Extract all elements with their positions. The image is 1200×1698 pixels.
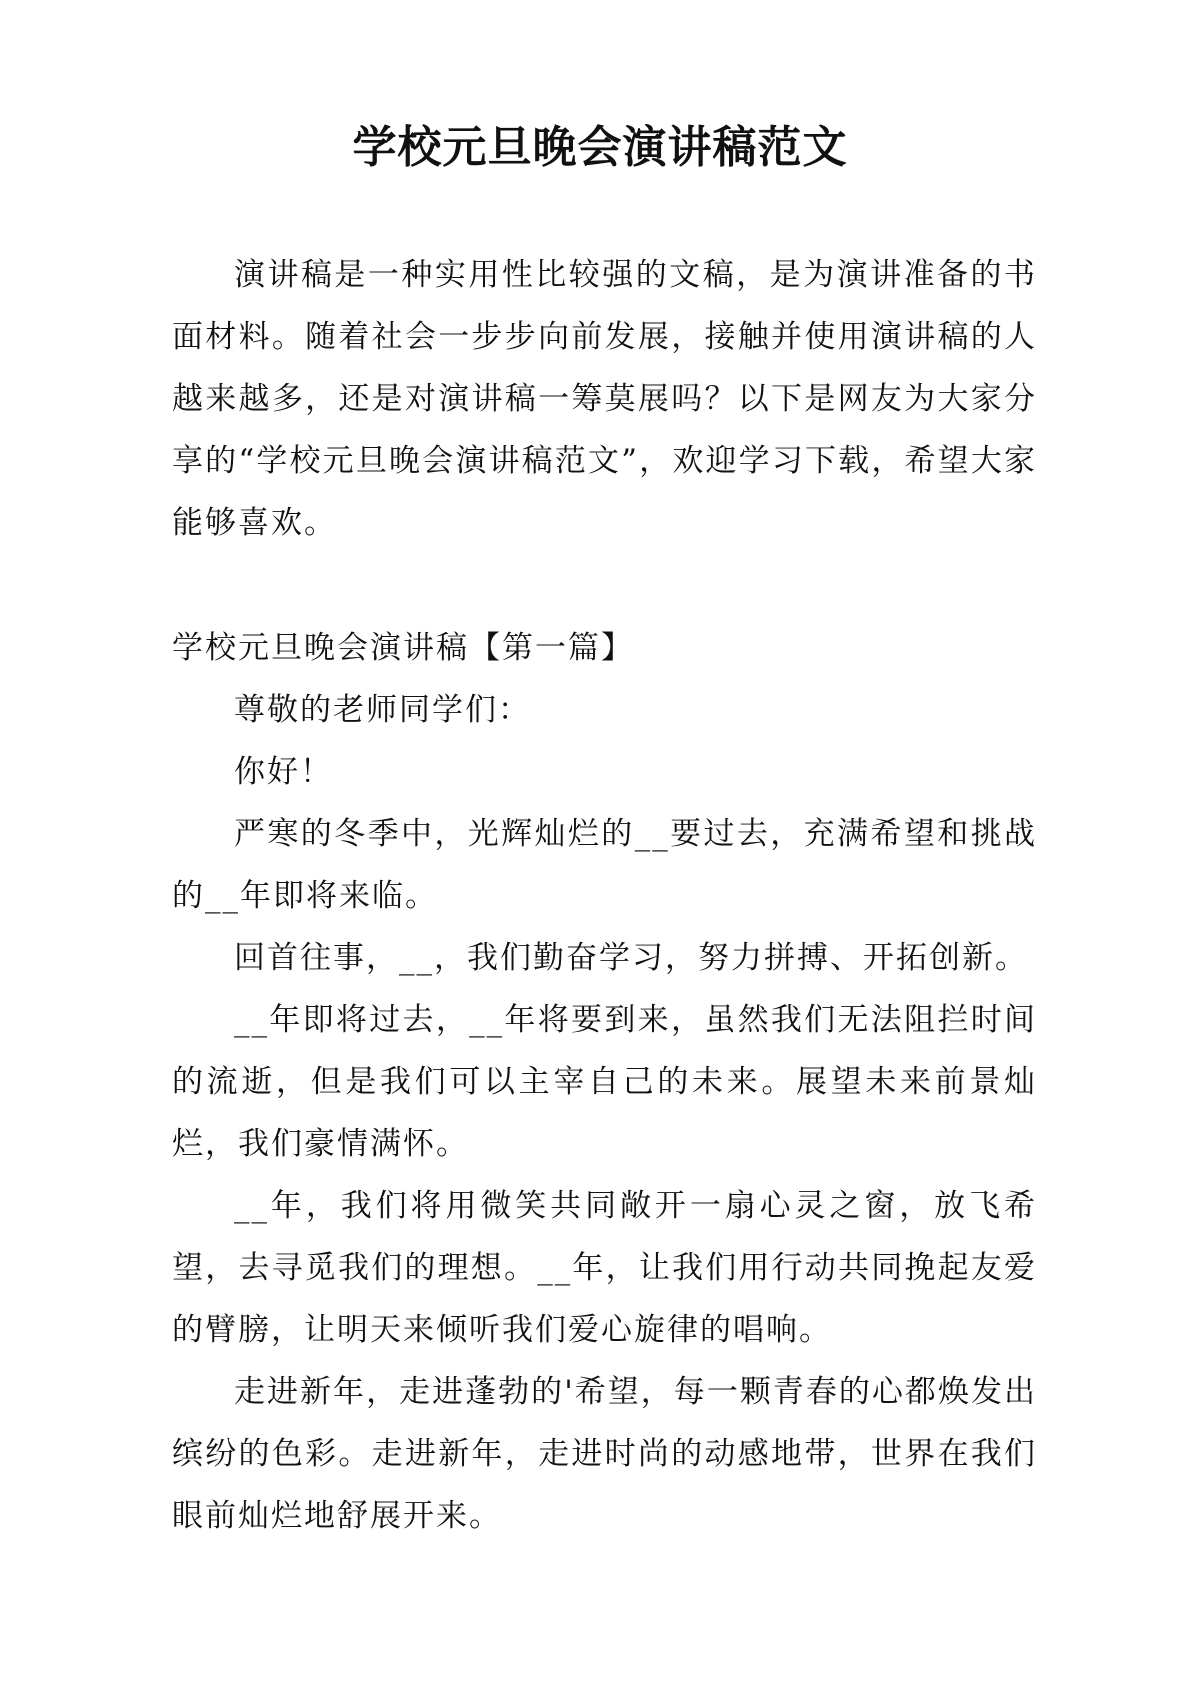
intro-section <box>172 244 1037 554</box>
section-heading: 学校元旦晚会演讲稿【第一篇】 <box>172 630 634 666</box>
body-paragraph: 严寒的冬季中，光辉灿烂的__要过去，充满希望和挑战的__年即将来临。 <box>172 816 1037 914</box>
intro-paragraph: 演讲稿是一种实用性比较强的文稿，是为演讲准备的书面材料。随着社会一步步向前发展，接触并使用演讲稿的人越来越多，还是对演讲稿一筹莫展吗？以下是网友为大家分享的“学校元旦晚会演讲稿范文”，欢迎学习下载，希望大家能够喜欢。 <box>172 257 1037 541</box>
salutation-paragraph: 尊敬的老师同学们： <box>234 692 531 728</box>
body-paragraph: 走进新年，走进蓬勃的'希望，每一颗青春的心都焕发出缤纷的色彩。走进新年，走进时尚的动感地带，世界在我们眼前灿烂地舒展开来。 <box>172 1374 1037 1534</box>
document-title: 学校元旦晚会演讲稿范文 <box>352 122 848 173</box>
article-section <box>172 617 1037 1547</box>
greeting-paragraph: 你好！ <box>234 754 333 790</box>
body-paragraph: __年，我们将用微笑共同敞开一扇心灵之窗，放飞希望，去寻觅我们的理想。__年，让我们用行动共同挽起友爱的臂膀，让明天来倾听我们爱心旋律的唱响。 <box>172 1188 1037 1348</box>
body-paragraph: 回首往事，__，我们勤奋学习，努力拼搏、开拓创新。 <box>234 940 1028 976</box>
body-paragraph: __年即将过去，__年将要到来，虽然我们无法阻拦时间的流逝，但是我们可以主宰自己的未来。展望未来前景灿烂，我们豪情满怀。 <box>172 1002 1037 1162</box>
